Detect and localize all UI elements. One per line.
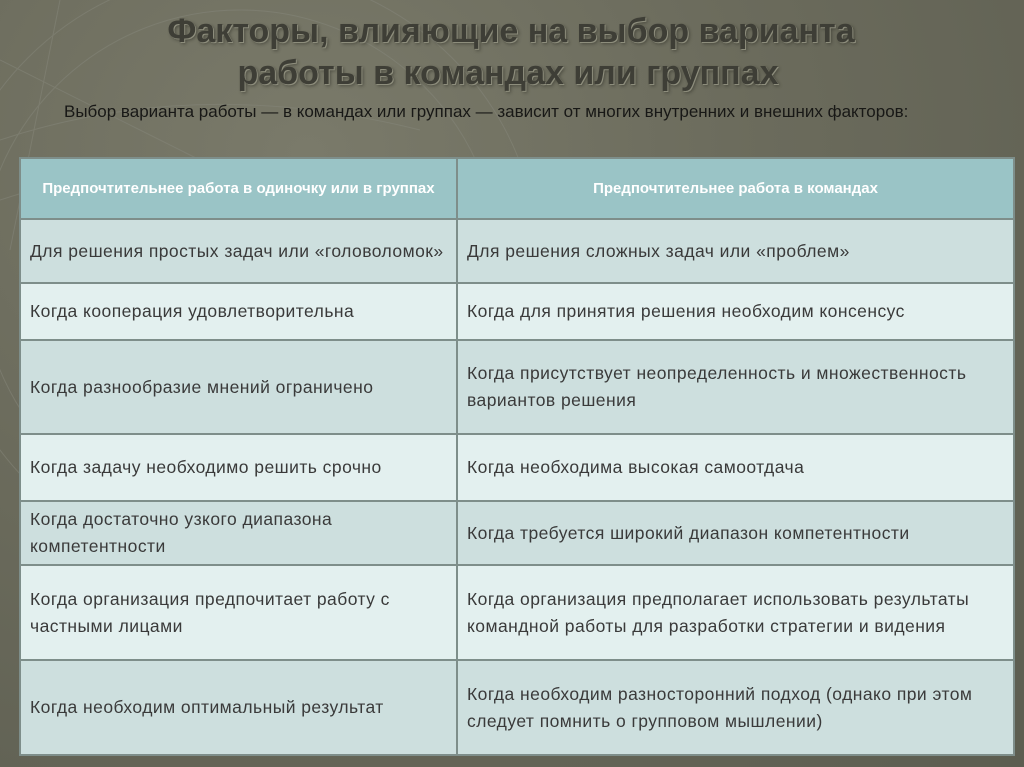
table-row: [20, 565, 1014, 660]
table-cell-team: Когда присутствует неопределенность и множественность вариантов решения: [457, 340, 1014, 434]
intro-text: Выбор варианта работы — в командах или группах — зависит от многих внутренних и внешних факторов:: [64, 102, 909, 121]
table-cell-team: Когда необходима высокая самоотдача: [457, 434, 1014, 501]
table-cell-individual: Когда кооперация удовлетворительна: [20, 283, 457, 340]
table-cell-team: Для решения сложных задач или «проблем»: [457, 219, 1014, 283]
table-cell-individual: Когда задачу необходимо решить срочно: [20, 434, 457, 501]
table-row: [20, 340, 1014, 434]
table-row: [20, 660, 1014, 755]
table-cell-team: Когда для принятия решения необходим консенсус: [457, 283, 1014, 340]
table-cell-individual: Когда организация предпочитает работу с частными лицами: [20, 565, 457, 660]
table-row: [20, 501, 1014, 565]
page-title: [0, 10, 1024, 94]
table-header-row: [20, 158, 1014, 219]
table-cell-individual: Когда необходим оптимальный результат: [20, 660, 457, 755]
table-cell-individual: Когда достаточно узкого диапазона компетентности: [20, 501, 457, 565]
table-cell-team: Когда требуется широкий диапазон компетентности: [457, 501, 1014, 565]
table-cell-individual: Для решения простых задач или «головоломок»: [20, 219, 457, 283]
table-row: [20, 283, 1014, 340]
table-cell-team: Когда необходим разносторонний подход (однако при этом следует помнить о групповом мышлении): [457, 660, 1014, 755]
page-title-line-1: Факторы, влияющие на выбор варианта: [167, 12, 855, 50]
header-individual-or-group: Предпочтительнее работа в одиночку или в группах: [20, 158, 457, 219]
page-title-line-2: работы в командах или группах: [237, 54, 779, 92]
table-cell-team: Когда организация предполагает использовать результаты командной работы для разработки стратегии и видения: [457, 565, 1014, 660]
table-row: [20, 219, 1014, 283]
table-cell-individual: Когда разнообразие мнений ограничено: [20, 340, 457, 434]
header-teams: Предпочтительнее работа в командах: [457, 158, 1014, 219]
factors-table: [19, 157, 1015, 756]
table-row: [20, 434, 1014, 501]
